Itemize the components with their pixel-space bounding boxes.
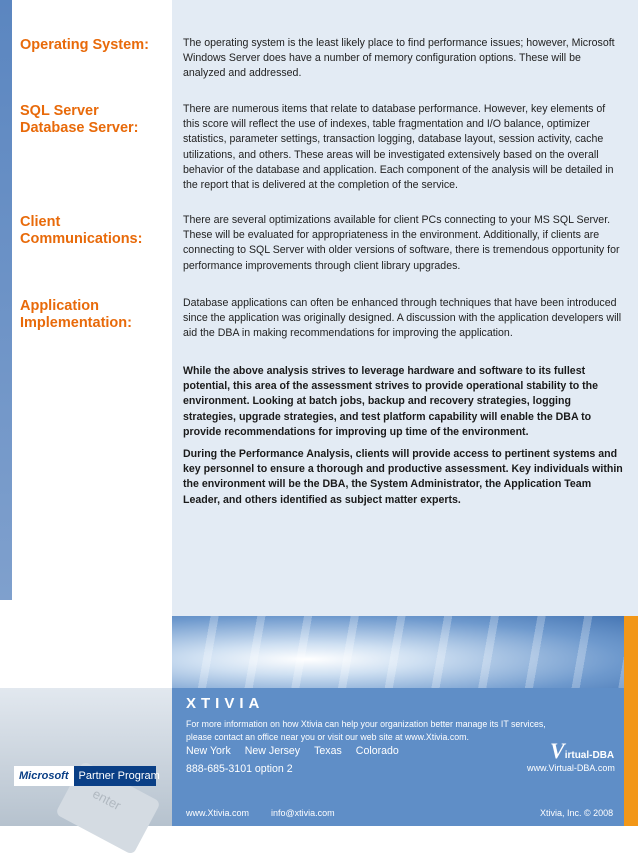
section-label-client-communications: Client Communications: xyxy=(20,214,143,247)
left-blue-strip xyxy=(0,0,12,600)
office-colorado: Colorado xyxy=(355,745,399,757)
keyboard-key-label: enter xyxy=(90,785,124,814)
summary-paragraph-1: While the above analysis strives to leverage hardware and software to its fullest potential, this area of the assessment strives to provide operational stability to the environment. Looking at batch jobs, backup and recovery strategies, logging strategies, upgrade strategies, and test platform capability will enable the DBA to provide recommendations for improving up time of the environment. xyxy=(183,365,599,438)
virtual-dba-logo-text: irtual-DBA xyxy=(564,750,615,761)
section-text-client-communications: There are several optimizations available for client PCs connecting to your MS SQL Server. These will be evaluated for appropriateness in the environment. Additionally, if clients are connecting to SQL Server with older versions of software, there is tremendous opportunity for performance improvements through client library upgrades. xyxy=(183,214,620,272)
footer-banner-light-rays xyxy=(172,616,624,688)
virtual-dba-url[interactable]: www.Virtual-DBA.com xyxy=(527,763,615,773)
office-new-jersey: New Jersey xyxy=(244,745,301,757)
section-text-application-implementation: Database applications can often be enhanced through techniques that have been introduced since the application was originally designed. A discussion with the application developers will aid the DBA in making recommendations for improving the application. xyxy=(183,297,622,340)
contact-info-text: For more information on how Xtivia can help your organization better manage its IT services, please contact an office near you or visit our web site at www.Xtivia.com. xyxy=(186,719,546,742)
website-link[interactable]: www.Xtivia.com xyxy=(186,808,250,818)
office-locations xyxy=(186,745,399,757)
footer-links xyxy=(186,808,335,818)
partner-program-label: Partner Program xyxy=(78,770,160,782)
office-new-york: New York xyxy=(186,745,231,757)
orange-accent-strip xyxy=(624,616,638,826)
virtual-dba-logo-v: V xyxy=(550,738,565,763)
xtivia-logo: XTIVIA xyxy=(186,695,265,712)
microsoft-logo: Microsoft xyxy=(14,766,74,786)
section-label-sql-server: SQL Server Database Server: xyxy=(20,103,139,136)
section-text-operating-system: The operating system is the least likely place to find performance issues; however, Microsoft Windows Server does have a number of memory configuration options. These will be analyzed and addressed. xyxy=(183,37,615,80)
virtual-dba-logo xyxy=(550,738,614,764)
email-link[interactable]: info@xtivia.com xyxy=(271,808,335,818)
phone-number: 888-685-3101 option 2 xyxy=(186,763,293,775)
section-text-sql-server: There are numerous items that relate to database performance. However, key elements of this score will reflect the use of indexes, table fragmentation and I/O balance, optimizer statistics, parameter settings, transaction logging, database layout, session activity, cache utilizations, and others. These areas will be investigated extensively based on the overall behavior of the database and application. Each component of the analysis will be detailed in the report that is delivered at the completion of the service. xyxy=(183,103,614,192)
summary-paragraph-2: During the Performance Analysis, clients will provide access to pertinent systems and key personnel to ensure a thorough and productive assessment. Key individuals within the environment will be the DBA, the System Administrator, the Application Team Leader, and others identified as subject matter experts. xyxy=(183,448,623,506)
microsoft-partner-badge xyxy=(14,766,160,786)
office-texas: Texas xyxy=(314,745,342,757)
copyright-notice: Xtivia, Inc. © 2008 xyxy=(540,808,614,818)
section-label-application-implementation: Application Implementation: xyxy=(20,298,132,331)
section-label-operating-system: Operating System: xyxy=(20,37,149,53)
